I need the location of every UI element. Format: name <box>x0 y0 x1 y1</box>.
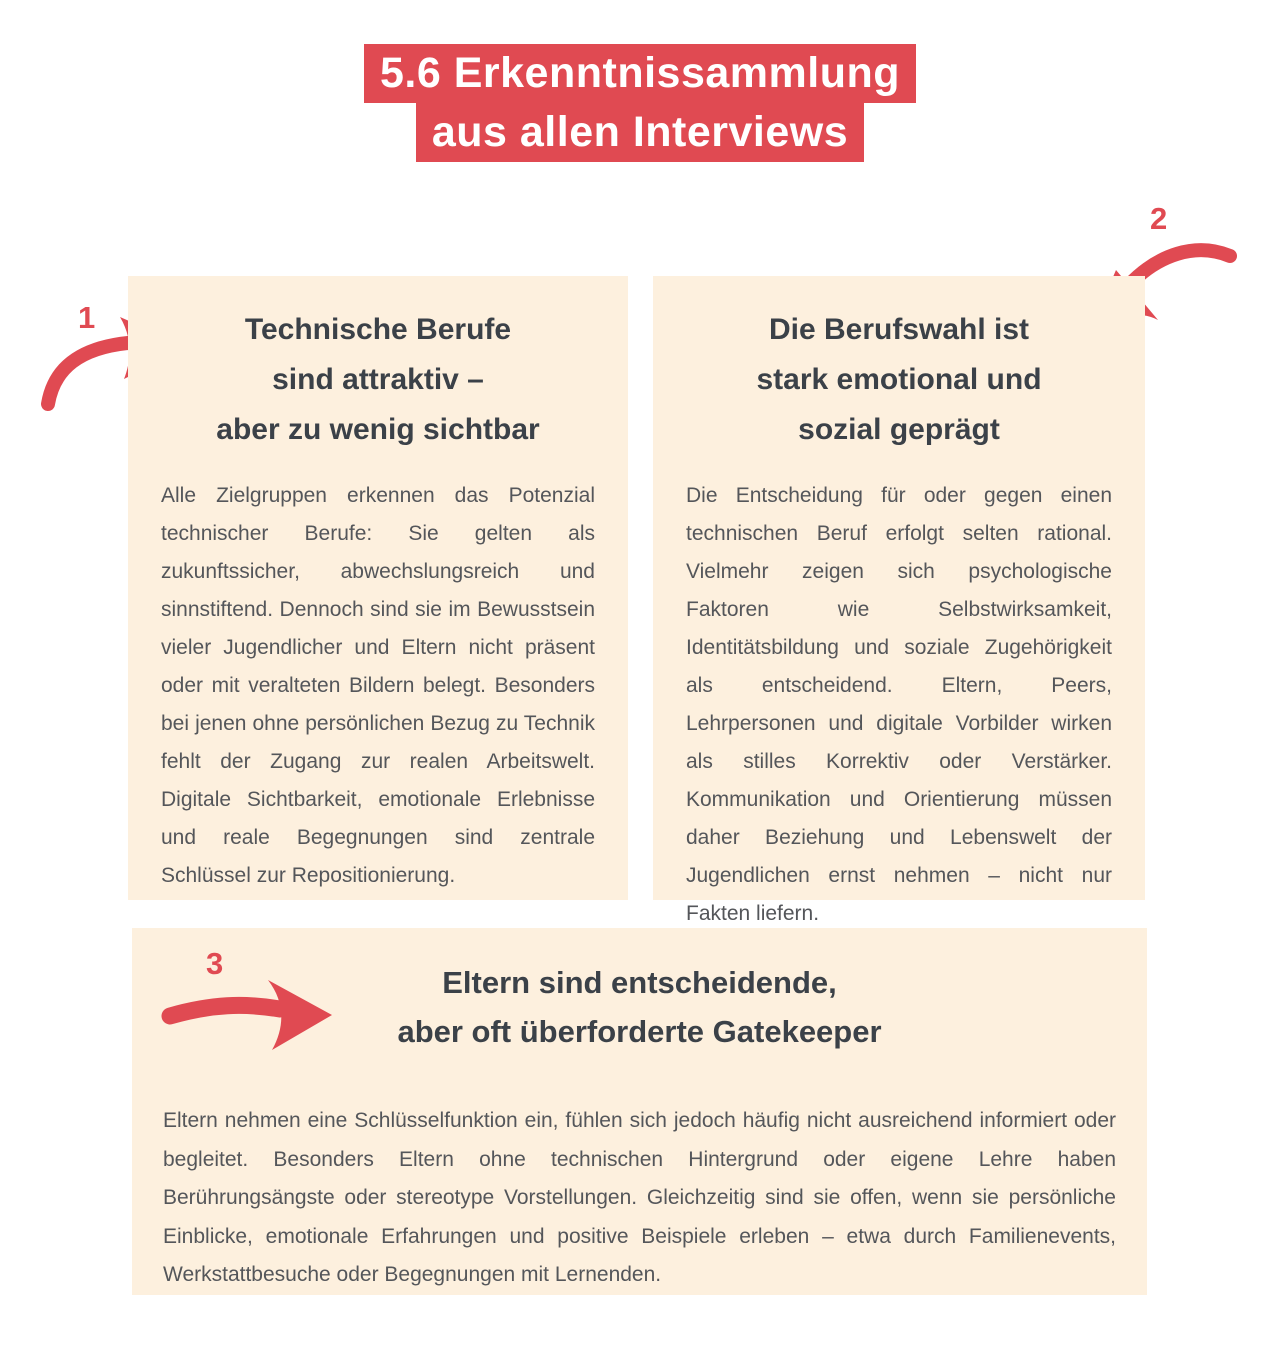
card-3-body-text: Eltern nehmen eine Schlüsselfunktion ein, fühlen sich jedoch häufig nicht ausreichend informiert oder begleitet. Besonders Eltern ohne technischen Hintergrund oder eigene Lehre haben Berührungsängste oder stereotype Vorstellungen. Gleichzeitig sind sie offen, wenn sie persönliche Einblicke, emotionale Erfahrungen und positive Beispiele erleben – etwa durch Familienevents, Werkstattbesuche oder Begegnungen mit Lernenden. <box>163 1109 1116 1286</box>
page-title-line-1: 5.6 Erkenntnissammlung <box>364 44 916 103</box>
card-2-heading <box>653 276 1145 455</box>
card-1-body-text: Alle Zielgruppen erkennen das Potenzial technischer Berufe: Sie gelten als zukunftssicher, abwechslungsreich und sinnstiftend. Dennoch sind sie im Bewusstsein vieler Jugendlicher und Eltern nicht präsent oder mit veralteten Bildern belegt. Besonders bei jenen ohne persönlichen Bezug zu Technik fehlt der Zugang zur realen Arbeitswelt. Digitale Sichtbarkeit, emotionale Erlebnisse und reale Begegnungen sind zentrale Schlüssel zur Repositionierung. <box>161 484 595 887</box>
page-title <box>0 44 1280 162</box>
card-2-heading-line-3: sozial geprägt <box>798 413 1000 446</box>
step-number-3: 3 <box>206 946 224 981</box>
card-1-heading-line-2: sind attraktiv – <box>272 363 484 396</box>
card-berufswahl <box>653 276 1145 925</box>
card-1-heading-line-1: Technische Berufe <box>244 313 512 346</box>
step-number-2: 2 <box>1150 201 1168 236</box>
card-3-heading-line-2: aber oft überforderte Gatekeeper <box>397 1014 882 1049</box>
page-title-line-2: aus allen Interviews <box>416 103 864 162</box>
card-2-heading-line-2: stark emotional und <box>756 363 1042 396</box>
step-number-1: 1 <box>78 300 96 335</box>
straight-arrow-icon-3 <box>160 972 338 1057</box>
card-3-heading-line-1: Eltern sind entscheidende, <box>442 965 837 1000</box>
card-1-heading <box>128 276 628 455</box>
card-2-heading-line-1: Die Berufswahl ist <box>768 313 1030 346</box>
card-technische-berufe <box>128 276 628 900</box>
card-2-body-text: Die Entscheidung für oder gegen einen technischen Beruf erfolgt selten rational. Vielmehr zeigen sich psychologische Faktoren wie Selbstwirksamkeit, Identitätsbildung und soziale Zugehörigkeit als entscheidend. Eltern, Peers, Lehrpersonen und digitale Vorbilder wirken als stilles Korrektiv oder Verstärker. Kommunikation und Orientierung müssen daher Beziehung und Lebenswelt der Jugendlichen ernst nehmen – nicht nur Fakten liefern. <box>686 484 1112 925</box>
card-1-heading-line-3: aber zu wenig sichtbar <box>216 413 540 446</box>
